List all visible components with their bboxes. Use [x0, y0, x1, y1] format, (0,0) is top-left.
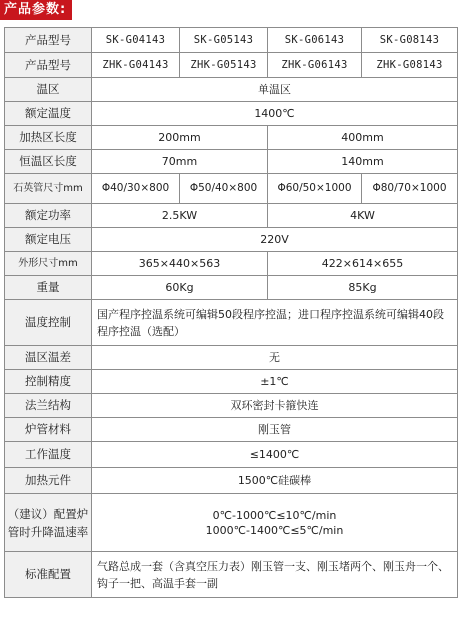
label-zone-diff: 温区温差 — [5, 346, 92, 370]
value-tube-60: Φ60/50×1000 — [268, 174, 362, 204]
model-sk-g08143: SK-G08143 — [362, 28, 458, 53]
label-const-length: 恒温区长度 — [5, 150, 92, 174]
label-work-temp: 工作温度 — [5, 442, 92, 468]
value-heating-element: 1500℃硅碳棒 — [92, 468, 458, 494]
label-voltage: 额定电压 — [5, 228, 92, 252]
row-work-temp — [5, 442, 458, 468]
label-model: 产品型号 — [5, 28, 92, 53]
value-weight-b: 85Kg — [268, 276, 458, 300]
label-heating-element: 加热元件 — [5, 468, 92, 494]
label-temp-control: 温度控制 — [5, 300, 92, 346]
row-zone — [5, 78, 458, 102]
value-heating-rate-line2: 1000℃-1400℃≤5℃/min — [205, 523, 344, 537]
label-weight: 重量 — [5, 276, 92, 300]
row-models-sk — [5, 28, 458, 53]
model-sk-g06143: SK-G06143 — [268, 28, 362, 53]
row-power — [5, 204, 458, 228]
section-title-banner: 产品参数: — [0, 0, 72, 20]
label-zone: 温区 — [5, 78, 92, 102]
model-sk-g05143: SK-G05143 — [180, 28, 268, 53]
value-voltage: 220V — [92, 228, 458, 252]
value-heating-rate-line1: 0℃-1000℃≤10℃/min — [212, 508, 337, 522]
label-rated-temp: 额定温度 — [5, 102, 92, 126]
row-weight — [5, 276, 458, 300]
value-standard-config: 气路总成一套（含真空压力表）刚玉管一支、刚玉堵两个、刚玉舟一个、钩子一把、高温手套一副 — [92, 552, 458, 598]
value-weight-a: 60Kg — [92, 276, 268, 300]
label-flange: 法兰结构 — [5, 394, 92, 418]
model-zhk-g06143: ZHK-G06143 — [268, 53, 362, 78]
label-heat-length: 加热区长度 — [5, 126, 92, 150]
value-work-temp: ≤1400℃ — [92, 442, 458, 468]
row-flange — [5, 394, 458, 418]
product-spec-table — [4, 27, 458, 598]
value-zone: 单温区 — [92, 78, 458, 102]
row-standard-config — [5, 552, 458, 598]
value-heat-length-b: 400mm — [268, 126, 458, 150]
row-material — [5, 418, 458, 442]
value-heating-rate — [92, 494, 458, 552]
row-heating-element — [5, 468, 458, 494]
value-zone-diff: 无 — [92, 346, 458, 370]
row-voltage — [5, 228, 458, 252]
value-tube-40: Φ40/30×800 — [92, 174, 180, 204]
label-model-2: 产品型号 — [5, 53, 92, 78]
label-dimensions: 外形尺寸mm — [5, 252, 92, 276]
row-tube-size — [5, 174, 458, 204]
label-material: 炉管材料 — [5, 418, 92, 442]
label-heating-rate: （建议）配置炉管时升降温速率 — [5, 494, 92, 552]
value-material: 刚玉管 — [92, 418, 458, 442]
value-dimensions-b: 422×614×655 — [268, 252, 458, 276]
label-power: 额定功率 — [5, 204, 92, 228]
value-flange: 双环密封卡箍快连 — [92, 394, 458, 418]
value-const-length-b: 140mm — [268, 150, 458, 174]
value-const-length-a: 70mm — [92, 150, 268, 174]
row-const-length — [5, 150, 458, 174]
model-zhk-g05143: ZHK-G05143 — [180, 53, 268, 78]
label-standard-config: 标准配置 — [5, 552, 92, 598]
row-heating-rate — [5, 494, 458, 552]
value-tube-50: Φ50/40×800 — [180, 174, 268, 204]
value-rated-temp: 1400℃ — [92, 102, 458, 126]
row-dimensions — [5, 252, 458, 276]
model-zhk-g08143: ZHK-G08143 — [362, 53, 458, 78]
value-heat-length-a: 200mm — [92, 126, 268, 150]
label-precision: 控制精度 — [5, 370, 92, 394]
row-rated-temp — [5, 102, 458, 126]
value-precision: ±1℃ — [92, 370, 458, 394]
row-zone-diff — [5, 346, 458, 370]
value-dimensions-a: 365×440×563 — [92, 252, 268, 276]
row-precision — [5, 370, 458, 394]
value-tube-80: Φ80/70×1000 — [362, 174, 458, 204]
model-sk-g04143: SK-G04143 — [92, 28, 180, 53]
value-temp-control: 国产程序控温系统可编辑50段程序控温；进口程序控温系统可编辑40段程序控温（选配） — [92, 300, 458, 346]
label-tube-size: 石英管尺寸mm — [5, 174, 92, 204]
row-temp-control — [5, 300, 458, 346]
model-zhk-g04143: ZHK-G04143 — [92, 53, 180, 78]
value-power-b: 4KW — [268, 204, 458, 228]
row-models-zhk — [5, 53, 458, 78]
row-heat-length — [5, 126, 458, 150]
value-power-a: 2.5KW — [92, 204, 268, 228]
